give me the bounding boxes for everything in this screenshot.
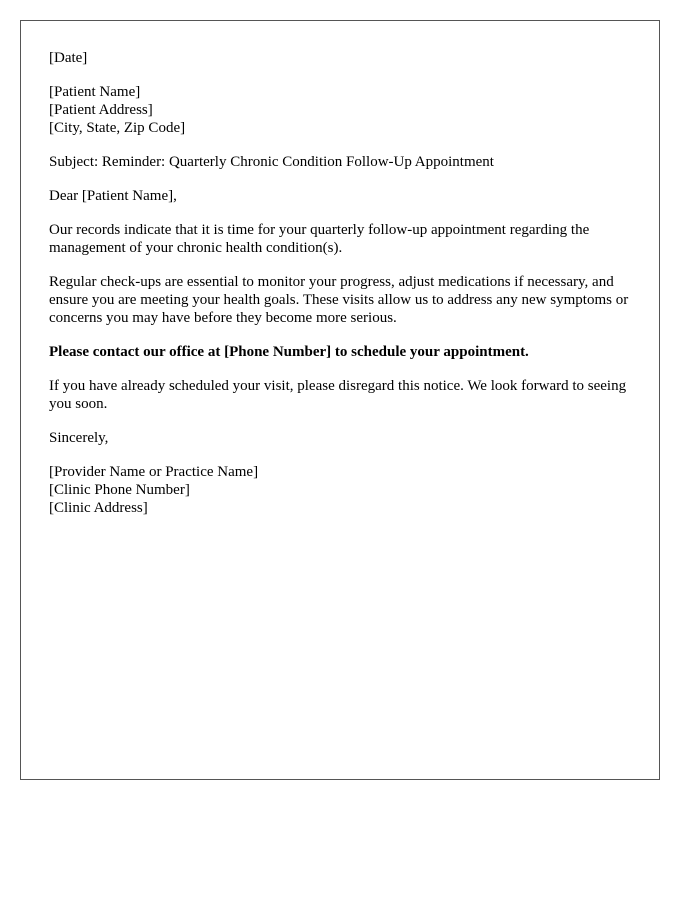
letter-page [20,20,660,780]
signature-block [49,463,639,517]
signature-provider: [Provider Name or Practice Name] [49,464,259,480]
recipient-address: [Patient Address] [49,102,153,118]
letter-body [49,49,639,533]
paragraph-checkups: Regular check-ups are essential to monitor your progress, adjust medications if necessary, and ensure you are meeting your health goals. These visits allow us to address any new symptoms or concerns you may have before they become more serious. [49,274,629,326]
paragraph-intro: Our records indicate that it is time for your quarterly follow-up appointment regarding the management of your chronic health condition(s). [49,222,590,256]
closing: Sincerely, [49,430,109,446]
paragraph-call-to-action: Please contact our office at [Phone Number] to schedule your appointment. [49,344,529,360]
recipient-name: [Patient Name] [49,84,141,100]
paragraph-disregard: If you have already scheduled your visit, please disregard this notice. We look forward to seeing you soon. [49,378,627,412]
salutation: Dear [Patient Name], [49,188,177,204]
recipient-address-block [49,83,639,137]
signature-address: [Clinic Address] [49,500,148,516]
letter-date: [Date] [49,50,88,66]
date-block [49,49,639,67]
signature-phone: [Clinic Phone Number] [49,482,190,498]
recipient-city-state-zip: [City, State, Zip Code] [49,120,186,136]
subject-line: Subject: Reminder: Quarterly Chronic Condition Follow-Up Appointment [49,154,494,170]
